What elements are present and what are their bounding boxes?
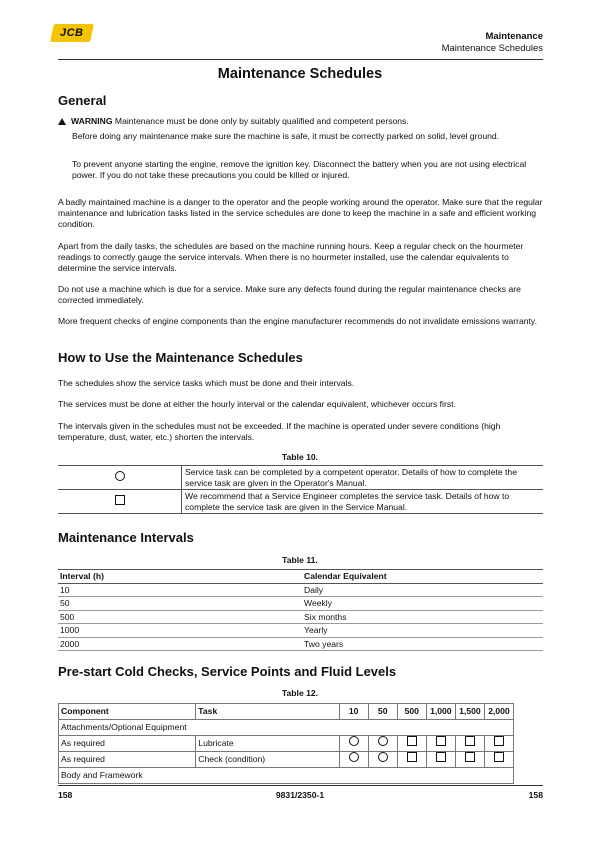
- table-group-row: [59, 720, 514, 736]
- group-label: Attachments/Optional Equipment: [59, 720, 514, 736]
- table-row: [58, 610, 543, 624]
- intervals-heading: Maintenance Intervals: [58, 530, 194, 545]
- mark-cell: [397, 736, 426, 752]
- symbol-cell: [58, 490, 182, 514]
- calendar-cell: Yearly: [302, 624, 543, 638]
- col-interval-header: 500: [397, 704, 426, 720]
- circle-icon: [378, 752, 388, 762]
- mark-cell: [426, 736, 455, 752]
- mark-cell: [339, 752, 368, 768]
- table-12: [58, 703, 514, 784]
- table-row: [58, 490, 543, 514]
- mark-cell: [455, 736, 484, 752]
- col-interval-header: 10: [339, 704, 368, 720]
- table-11: [58, 569, 543, 651]
- header-subsection: Maintenance Schedules: [441, 43, 543, 54]
- table-11-caption: Table 11.: [282, 555, 318, 565]
- group-label: Body and Framework: [59, 768, 514, 784]
- footer-page-right: 158: [528, 790, 543, 800]
- interval-cell: 50: [58, 597, 302, 611]
- general-heading: General: [58, 93, 107, 108]
- warning-text: Maintenance must be done only by suitably qualified and competent persons.: [112, 116, 409, 126]
- general-paragraph-4: More frequent checks of engine components than the engine manufacturer recommends do not invalidate emissions warranty.: [58, 316, 537, 326]
- square-icon: [407, 752, 417, 762]
- col-calendar-header: Calendar Equivalent: [302, 570, 543, 584]
- interval-cell: 500: [58, 610, 302, 624]
- col-interval-header: 50: [368, 704, 397, 720]
- footer-rule: [58, 785, 543, 786]
- table-10: [58, 465, 543, 514]
- component-cell: As required: [59, 752, 196, 768]
- footer-page-left: 158: [58, 790, 73, 800]
- component-cell: As required: [59, 736, 196, 752]
- col-component-header: Component: [59, 704, 196, 720]
- general-paragraph-3: Do not use a machine which is due for a service. Make sure any defects found during the regular maintenance checks are corrected immediately.: [58, 284, 521, 305]
- warning-icon: [58, 118, 66, 125]
- task-cell: Lubricate: [196, 736, 339, 752]
- table-10-caption: Table 10.: [281, 452, 319, 462]
- warning-paragraph-3: To prevent anyone starting the engine, remove the ignition key. Disconnect the battery when you are not using electrical power. If you do not take these precautions you could be killed or injured.: [72, 159, 527, 180]
- circle-icon: [378, 736, 388, 746]
- symbol-cell: [58, 466, 182, 490]
- header-section: Maintenance: [485, 31, 543, 42]
- mark-cell: [484, 752, 513, 768]
- warning-paragraph-2: Before doing any maintenance make sure the machine is safe, it must be correctly parked on solid, level ground.: [72, 131, 500, 141]
- col-interval-header: 1,000: [426, 704, 455, 720]
- mark-cell: [368, 736, 397, 752]
- how-to-use-paragraph-2: The services must be done at either the hourly interval or the calendar equivalent, whichever occurs first.: [58, 399, 456, 409]
- mark-cell: [455, 752, 484, 768]
- square-icon: [494, 752, 504, 762]
- table-row: [58, 466, 543, 490]
- square-icon: [465, 752, 475, 762]
- page-title: Maintenance Schedules: [217, 66, 383, 82]
- mark-cell: [426, 752, 455, 768]
- calendar-cell: Daily: [302, 583, 543, 597]
- mark-cell: [368, 752, 397, 768]
- calendar-cell: Six months: [302, 610, 543, 624]
- col-interval-header: Interval (h): [58, 570, 302, 584]
- table-group-row: [59, 768, 514, 784]
- square-icon: [436, 752, 446, 762]
- table-header-row: [58, 570, 543, 584]
- col-interval-header: 1,500: [455, 704, 484, 720]
- table-row: [58, 624, 543, 638]
- footer-doc-number: 9831/2350-1: [275, 790, 325, 800]
- jcb-logo: JCB: [50, 24, 94, 42]
- square-icon: [407, 736, 417, 746]
- header-rule: [58, 59, 543, 60]
- mark-cell: [484, 736, 513, 752]
- table-row: [58, 637, 543, 651]
- interval-cell: 2000: [58, 637, 302, 651]
- warning-line: [58, 116, 543, 127]
- table-row: [58, 597, 543, 611]
- square-icon: [436, 736, 446, 746]
- how-to-use-heading: How to Use the Maintenance Schedules: [58, 350, 303, 365]
- engineer-task-square-icon: [115, 495, 125, 505]
- calendar-cell: Weekly: [302, 597, 543, 611]
- table-12-caption: Table 12.: [281, 688, 319, 698]
- task-cell: Check (condition): [196, 752, 339, 768]
- square-icon: [494, 736, 504, 746]
- how-to-use-paragraph-1: The schedules show the service tasks which must be done and their intervals.: [58, 378, 355, 388]
- general-paragraph-1: A badly maintained machine is a danger to the operator and the people working around the operator. Make sure that the regular maintenance and lubrication tasks listed in the service schedules are done to keep the machine in a safe and efficient working condition.: [58, 197, 543, 229]
- col-task-header: Task: [196, 704, 339, 720]
- square-icon: [465, 736, 475, 746]
- how-to-use-paragraph-3: The intervals given in the schedules must not be exceeded. If the machine is operated under severe conditions (high temperature, dust, water, etc.) shorten the intervals.: [58, 421, 501, 442]
- mark-cell: [397, 752, 426, 768]
- col-interval-header: 2,000: [484, 704, 513, 720]
- mark-cell: [339, 736, 368, 752]
- general-paragraph-2: Apart from the daily tasks, the schedules are based on the machine running hours. Keep a regular check on the hourmeter readings to correctly gauge the service intervals. When there is no hourmeter installed, use the calendar equivalents to determine the service intervals.: [58, 241, 524, 273]
- warning-label: WARNING: [71, 116, 113, 126]
- symbol-description: We recommend that a Service Engineer completes the service task. Details of how to complete the service task are given in the Service Manual.: [182, 490, 544, 514]
- prestart-heading: Pre-start Cold Checks, Service Points and Fluid Levels: [58, 664, 397, 679]
- table-header-row: [59, 704, 514, 720]
- running-header: [442, 31, 543, 55]
- table-row: [59, 752, 514, 768]
- calendar-cell: Two years: [302, 637, 543, 651]
- circle-icon: [349, 736, 359, 746]
- operator-task-circle-icon: [115, 471, 125, 481]
- table-row: [59, 736, 514, 752]
- table-row: [58, 583, 543, 597]
- circle-icon: [349, 752, 359, 762]
- symbol-description: Service task can be completed by a competent operator. Details of how to complete the service task are given in the Operator's Manual.: [182, 466, 544, 490]
- interval-cell: 10: [58, 583, 302, 597]
- interval-cell: 1000: [58, 624, 302, 638]
